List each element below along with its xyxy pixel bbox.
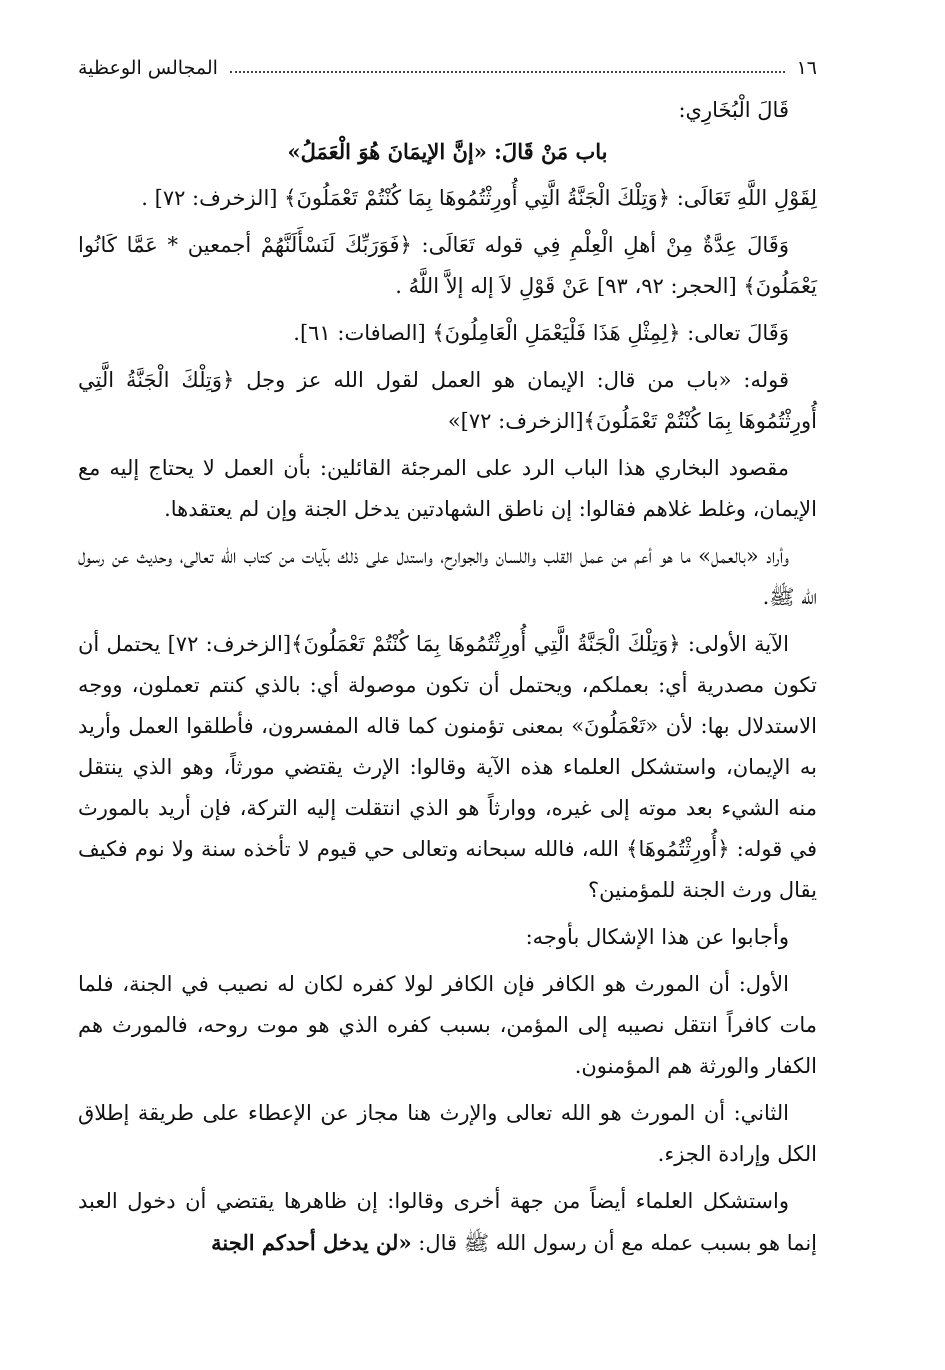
paragraph-answers-intro: وأجابوا عن هذا الإشكال بأوجه: [525,925,789,949]
hadith-quote: «لن يدخل أحدكم الجنة [211,1230,412,1255]
paragraph-further-objection [78,1181,817,1264]
header-dotted-leader [230,71,785,73]
chapter-heading: باب مَنْ قَالَ: «إنَّ الإيمَانَ هُوَ الْعَمَلُ» [287,139,608,164]
paragraph-first-answer: الأول: أن المورث هو الكافر فإن الكافر لولا كفره لكان له نصيب في الجنة، فلما مات كافراً انتقل نصيبه إلى المؤمن، بسبب كفره الذي هو موت روحه، فالمورث هم الكفار والورثة هم المؤمنون. [78,972,817,1078]
paragraph-first-verse: الآية الأولى: ﴿وَتِلْكَ الْجَنَّةُ الَّتِي أُورِثْتُمُوهَا بِمَا كُنْتُمْ تَعْمَلُونَ﴾[الزخرف: ٧٢] يحتمل أن تكون مصدرية أي: بعملكم، ويحتمل أن تكون موصولة أي: بالذي كنتم تعملون، ووجه الاستدلال بها: لأن «تَعْمَلُونَ» بمعنى تؤمنون كما قاله المفسرون، فأطلقوا العمل وأريد به الإيمان، واستشكل العلماء هذه الآية وقالوا: الإرث يقتضي مورثاً، وهو الذي ينتقل منه الشيء بعد موته إلى غيره، ووارثاً هو الذي انتقلت إليه التركة، فإن أريد بالمورث في قوله: ﴿أُورِثْتُمُوهَا﴾ الله، فالله سبحانه وتعالى حي قيوم لا تأخذه سنة ولا نوم فكيف يقال ورث الجنة للمؤمنين؟ [78,632,817,902]
objection-text: واستشكل العلماء أيضاً من جهة أخرى وقالوا: إن ظاهرها يقتضي أن دخول العبد إنما هو بسبب عمله مع أن رسول الله ﷺ قال: [78,1189,817,1255]
page-header [78,50,817,86]
running-title: المجالس الوعظية [78,57,218,79]
page-number: ١٦ [796,57,817,79]
paragraph-bukhari-intro: قَالَ الْبُخَارِي: [678,98,789,122]
paragraph-verse-hijr: وَقَالَ عِدَّةٌ مِنْ أهلِ الْعِلْمِ فِي قوله تَعَالَى: ﴿فَوَرَبِّكَ لَنَسْأَلَنَّهُمْ أجمعين * عَمَّا كَانُوا يَعْمَلُونَ﴾ [الحجر: ٩٢، ٩٣] عَنْ قَوْلِ لاَ إله إلاَّ اللَّهُ . [78,233,817,298]
paragraph-verse-zukhruf: لِقَوْلِ اللَّهِ تَعَالَى: ﴿وَتِلْكَ الْجَنَّةُ الَّتِي أُورِثْتُمُوهَا بِمَا كُنْتُمْ تَعْمَلُونَ﴾ [الزخرف: ٧٢] . [141,186,817,210]
paragraph-commentary-heading: قوله: «باب من قال: الإيمان هو العمل لقول الله عز وجل ﴿وَتِلْكَ الْجَنَّةُ الَّتِي أُورِثْتُمُوهَا بِمَا كُنْتُمْ تَعْمَلُونَ﴾[الزخرف: ٧٢]» [78,368,817,433]
paragraph-purpose: مقصود البخاري هذا الباب الرد على المرجئة القائلين: بأن العمل لا يحتاج إليه مع الإيمان، وغلط غلاهم فقالوا: إن ناطق الشهادتين يدخل الجنة وإن لم يعتقدها. [78,456,817,521]
paragraph-verse-saffat: وَقَالَ تعالى: ﴿لِمِثْلِ هَذَا فَلْيَعْمَلِ الْعَامِلُونَ﴾ [الصافات: ٦١]. [293,321,789,345]
page-body [78,90,817,1270]
paragraph-second-answer: الثاني: أن المورث هو الله تعالى والإرث هنا مجاز عن الإعطاء على طريقة إطلاق الكل وإرادة الجزء. [78,1101,817,1166]
paragraph-meaning-of-amal: وأراد «بالعمل» ما هو أعم من عمل القلب واللسان والجوارح، واستدل على ذلك بآيات من كتاب الله تعالى، وحديث عن رسول الله ﷺ. [78,544,817,609]
